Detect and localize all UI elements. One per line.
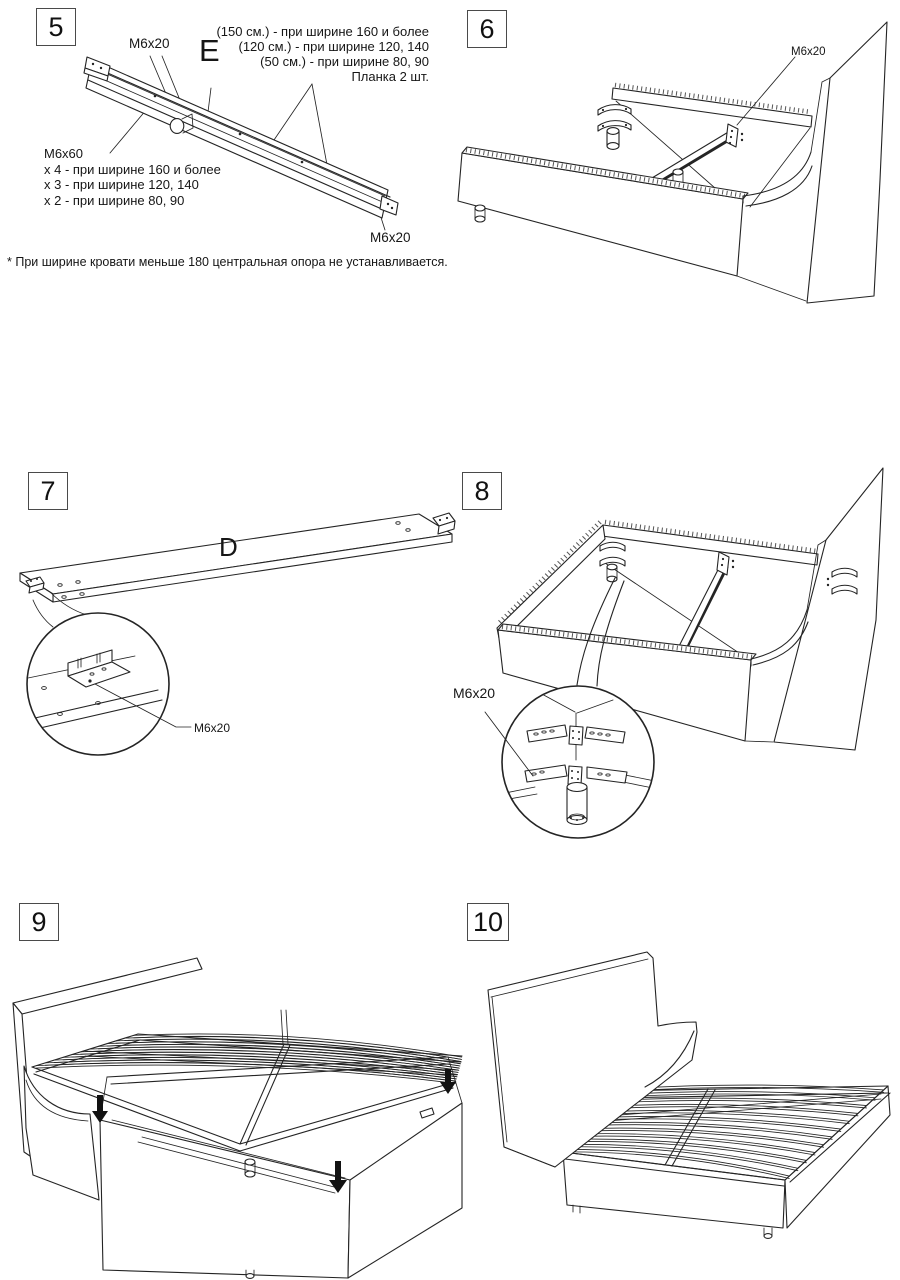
center-plate: [569, 726, 583, 745]
width-options-note: [216, 24, 429, 84]
headboard-curve: [743, 152, 812, 206]
screw-hole: [578, 731, 580, 733]
screw: [732, 566, 734, 568]
screw: [88, 679, 91, 682]
side-plank-drawing: [0, 460, 460, 860]
screw-hole: [391, 207, 393, 209]
step-number: [462, 472, 502, 510]
step-10-panel: [440, 890, 900, 1280]
step-number-text: 7: [40, 475, 56, 506]
screw-hole: [731, 130, 733, 132]
step-number-text: 5: [48, 11, 64, 42]
front-leg-bottom: [475, 216, 485, 222]
screw-hole: [582, 817, 584, 819]
screw-hole: [729, 142, 731, 144]
screw: [827, 584, 829, 586]
step-number-text: 10: [472, 906, 504, 937]
rail-bottom-edge: [737, 276, 806, 301]
headboard-top-band: [13, 958, 202, 1014]
support-leg-bottom: [607, 576, 617, 582]
screw-hole: [578, 738, 580, 740]
screw-hole: [571, 770, 573, 772]
finished-bed-drawing: [440, 890, 900, 1280]
leader-line: [208, 88, 211, 112]
box-leg-foot: [246, 1274, 254, 1279]
assembled-frame-drawing: [440, 460, 900, 880]
beam-leg-top: [673, 169, 683, 175]
screw-label-m6x20: M6x20: [194, 721, 231, 735]
slat-base-installation-drawing: [0, 890, 475, 1280]
screw-hole: [301, 161, 304, 164]
width-option: (120 см.) - при ширине 120, 140: [238, 39, 429, 54]
leader-line: [274, 84, 312, 140]
step-number-text: 8: [474, 475, 490, 506]
headboard: [774, 468, 883, 750]
screw-label-m6x20-bottom: M6x20: [370, 230, 411, 245]
screw-label-m6x20: M6x20: [453, 685, 496, 701]
step-number: [36, 8, 76, 46]
screw-label-m6x20-top: M6x20: [129, 36, 170, 51]
support-leg-bottom: [607, 143, 619, 150]
screw-hole: [722, 558, 724, 560]
step-8-panel: [440, 460, 900, 880]
center-leg-top: [567, 783, 587, 792]
screw-hole: [625, 124, 627, 126]
support-leg-top: [607, 128, 619, 135]
screw: [827, 578, 829, 580]
step-9-panel: [0, 890, 475, 1280]
screw-hole: [387, 203, 389, 205]
screw: [741, 133, 743, 135]
screw-hole: [602, 109, 604, 111]
corner-bracket: [600, 542, 625, 551]
beam-bracket: [726, 124, 738, 147]
interior-leg-top: [245, 1159, 255, 1165]
headboard: [807, 22, 887, 303]
screw-label-m6x60: M6x60: [44, 146, 84, 161]
screw-hole: [576, 819, 578, 821]
screw: [741, 139, 743, 141]
bed-frame-with-beam-drawing: [450, 0, 900, 330]
screw-hole: [625, 108, 627, 110]
step-number: [19, 903, 59, 941]
width-option: (150 см.) - при ширине 160 и более: [216, 24, 429, 39]
corner-bracket: [420, 1108, 434, 1118]
plank-quantity-note: Планка 2 шт.: [351, 69, 429, 84]
screw-hole: [239, 133, 242, 136]
interior-leg-bottom: [245, 1171, 255, 1177]
screw-hole: [721, 564, 723, 566]
step-5-panel: [0, 0, 450, 290]
width-option: (50 см.) - при ширине 80, 90: [260, 54, 429, 69]
screw-hole: [154, 95, 157, 98]
screw-hole: [30, 580, 32, 582]
headboard: [488, 952, 697, 1167]
part-label-e: E: [199, 33, 220, 68]
step-7-panel: [0, 460, 460, 860]
step-number-text: 9: [31, 906, 47, 937]
rail-bottom-edge: [745, 741, 773, 742]
support-leg-top: [607, 564, 617, 570]
footnote: * При ширине кровати меньше 180 центральная опора не устанавливается.: [7, 255, 448, 269]
screw-hole: [92, 63, 94, 65]
front-leg-top: [475, 205, 485, 211]
screw-label-m6x20: M6x20: [791, 46, 826, 58]
screw-count-line: x 2 - при ширине 80, 90: [44, 192, 185, 208]
support-leg: [170, 119, 184, 134]
back-rail: [602, 525, 818, 565]
screw-hole: [602, 125, 604, 127]
screw-hole: [572, 737, 574, 739]
step-6-panel: [450, 0, 900, 330]
screw-count-note: [44, 146, 221, 208]
down-arrow: [92, 1095, 108, 1123]
interior-edge: [750, 128, 810, 207]
base-front-rail: [32, 1067, 455, 1151]
screw-hole: [100, 67, 102, 69]
screw-hole: [730, 136, 732, 138]
step-number-text: 6: [479, 13, 495, 44]
part-label-d: D: [219, 532, 238, 562]
screw-count-line: x 4 - при ширине 160 и более: [44, 161, 221, 177]
screw-hole: [572, 730, 574, 732]
screw-hole: [36, 578, 38, 580]
upholstery-hatch: [498, 522, 600, 624]
bed-leg-foot: [764, 1234, 772, 1239]
screw-hole: [571, 777, 573, 779]
callout-line: [33, 600, 53, 627]
screw-count-line: x 3 - при ширине 120, 140: [44, 177, 199, 192]
step-number: [467, 903, 509, 941]
step-number: [28, 472, 68, 510]
screw-hole: [577, 771, 579, 773]
back-rail: [612, 88, 812, 127]
beam-shadow: [683, 570, 725, 656]
box-front-face: [100, 1120, 350, 1278]
detail-circle: [27, 613, 169, 755]
headboard-wing: [24, 1066, 99, 1200]
screw-hole: [577, 778, 579, 780]
step-number: [467, 10, 507, 48]
screw: [732, 560, 734, 562]
screw-hole: [570, 817, 572, 819]
